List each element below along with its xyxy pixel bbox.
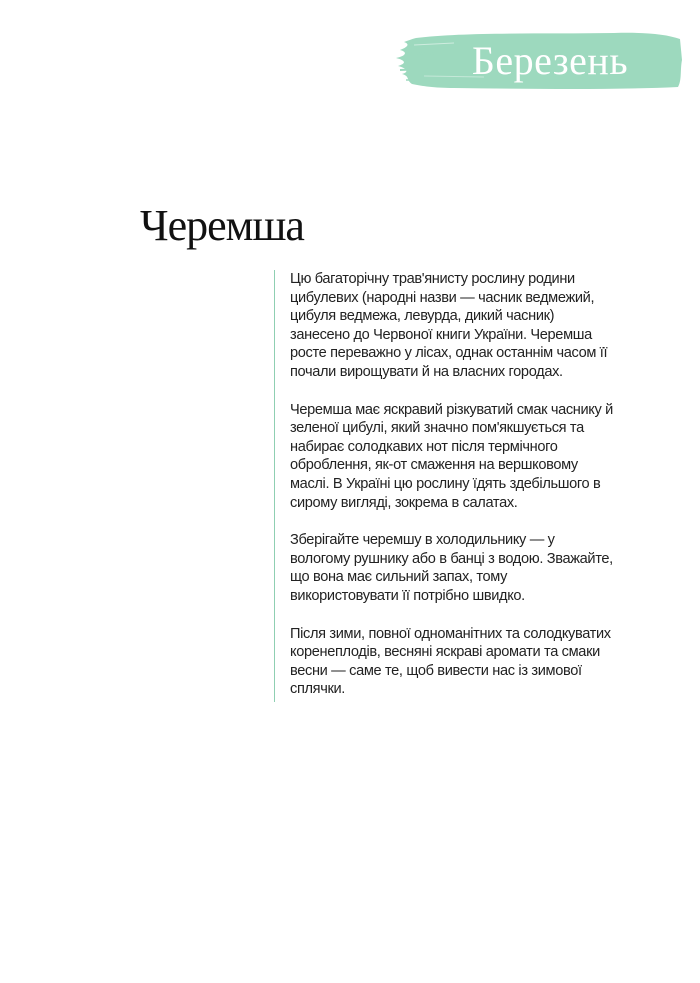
paragraph: Черемша має яскравий різкуватий смак часнику й зеленої цибулі, який значно пом'якшується та набирає солодкавих нот після термічного оброблення, як-от смаження на вершковому маслі. В Україні цю рослину їдять здебільшого в сирому вигляді, зокрема в салатах. <box>290 401 613 511</box>
article-body <box>274 270 614 702</box>
page-title: Черемша <box>140 201 304 250</box>
month-tab <box>394 30 684 92</box>
paragraph: Зберігайте черемшу в холодильнику — у вологому рушнику або в банці з водою. Зважайте, що вона має сильний запах, тому використовувати її потрібно швидко. <box>290 532 613 604</box>
paragraph: Після зими, повної одноманітних та солодкуватих коренеплодів, весняні яскраві аромати та смаки весни — саме те, щоб вивести нас із зимової сплячки. <box>290 625 611 698</box>
paragraph: Цю багаторічну трав'янисту рослину родини цибулевих (народні назви — часник ведмежий, цибуля ведмежа, левурда, дикий часник) занесено до Червоної книги України. Черемша росте переважно у лісах, однак останнім часом її почали вирощувати й на власних городах. <box>290 271 608 380</box>
month-label: Березень <box>471 38 629 83</box>
